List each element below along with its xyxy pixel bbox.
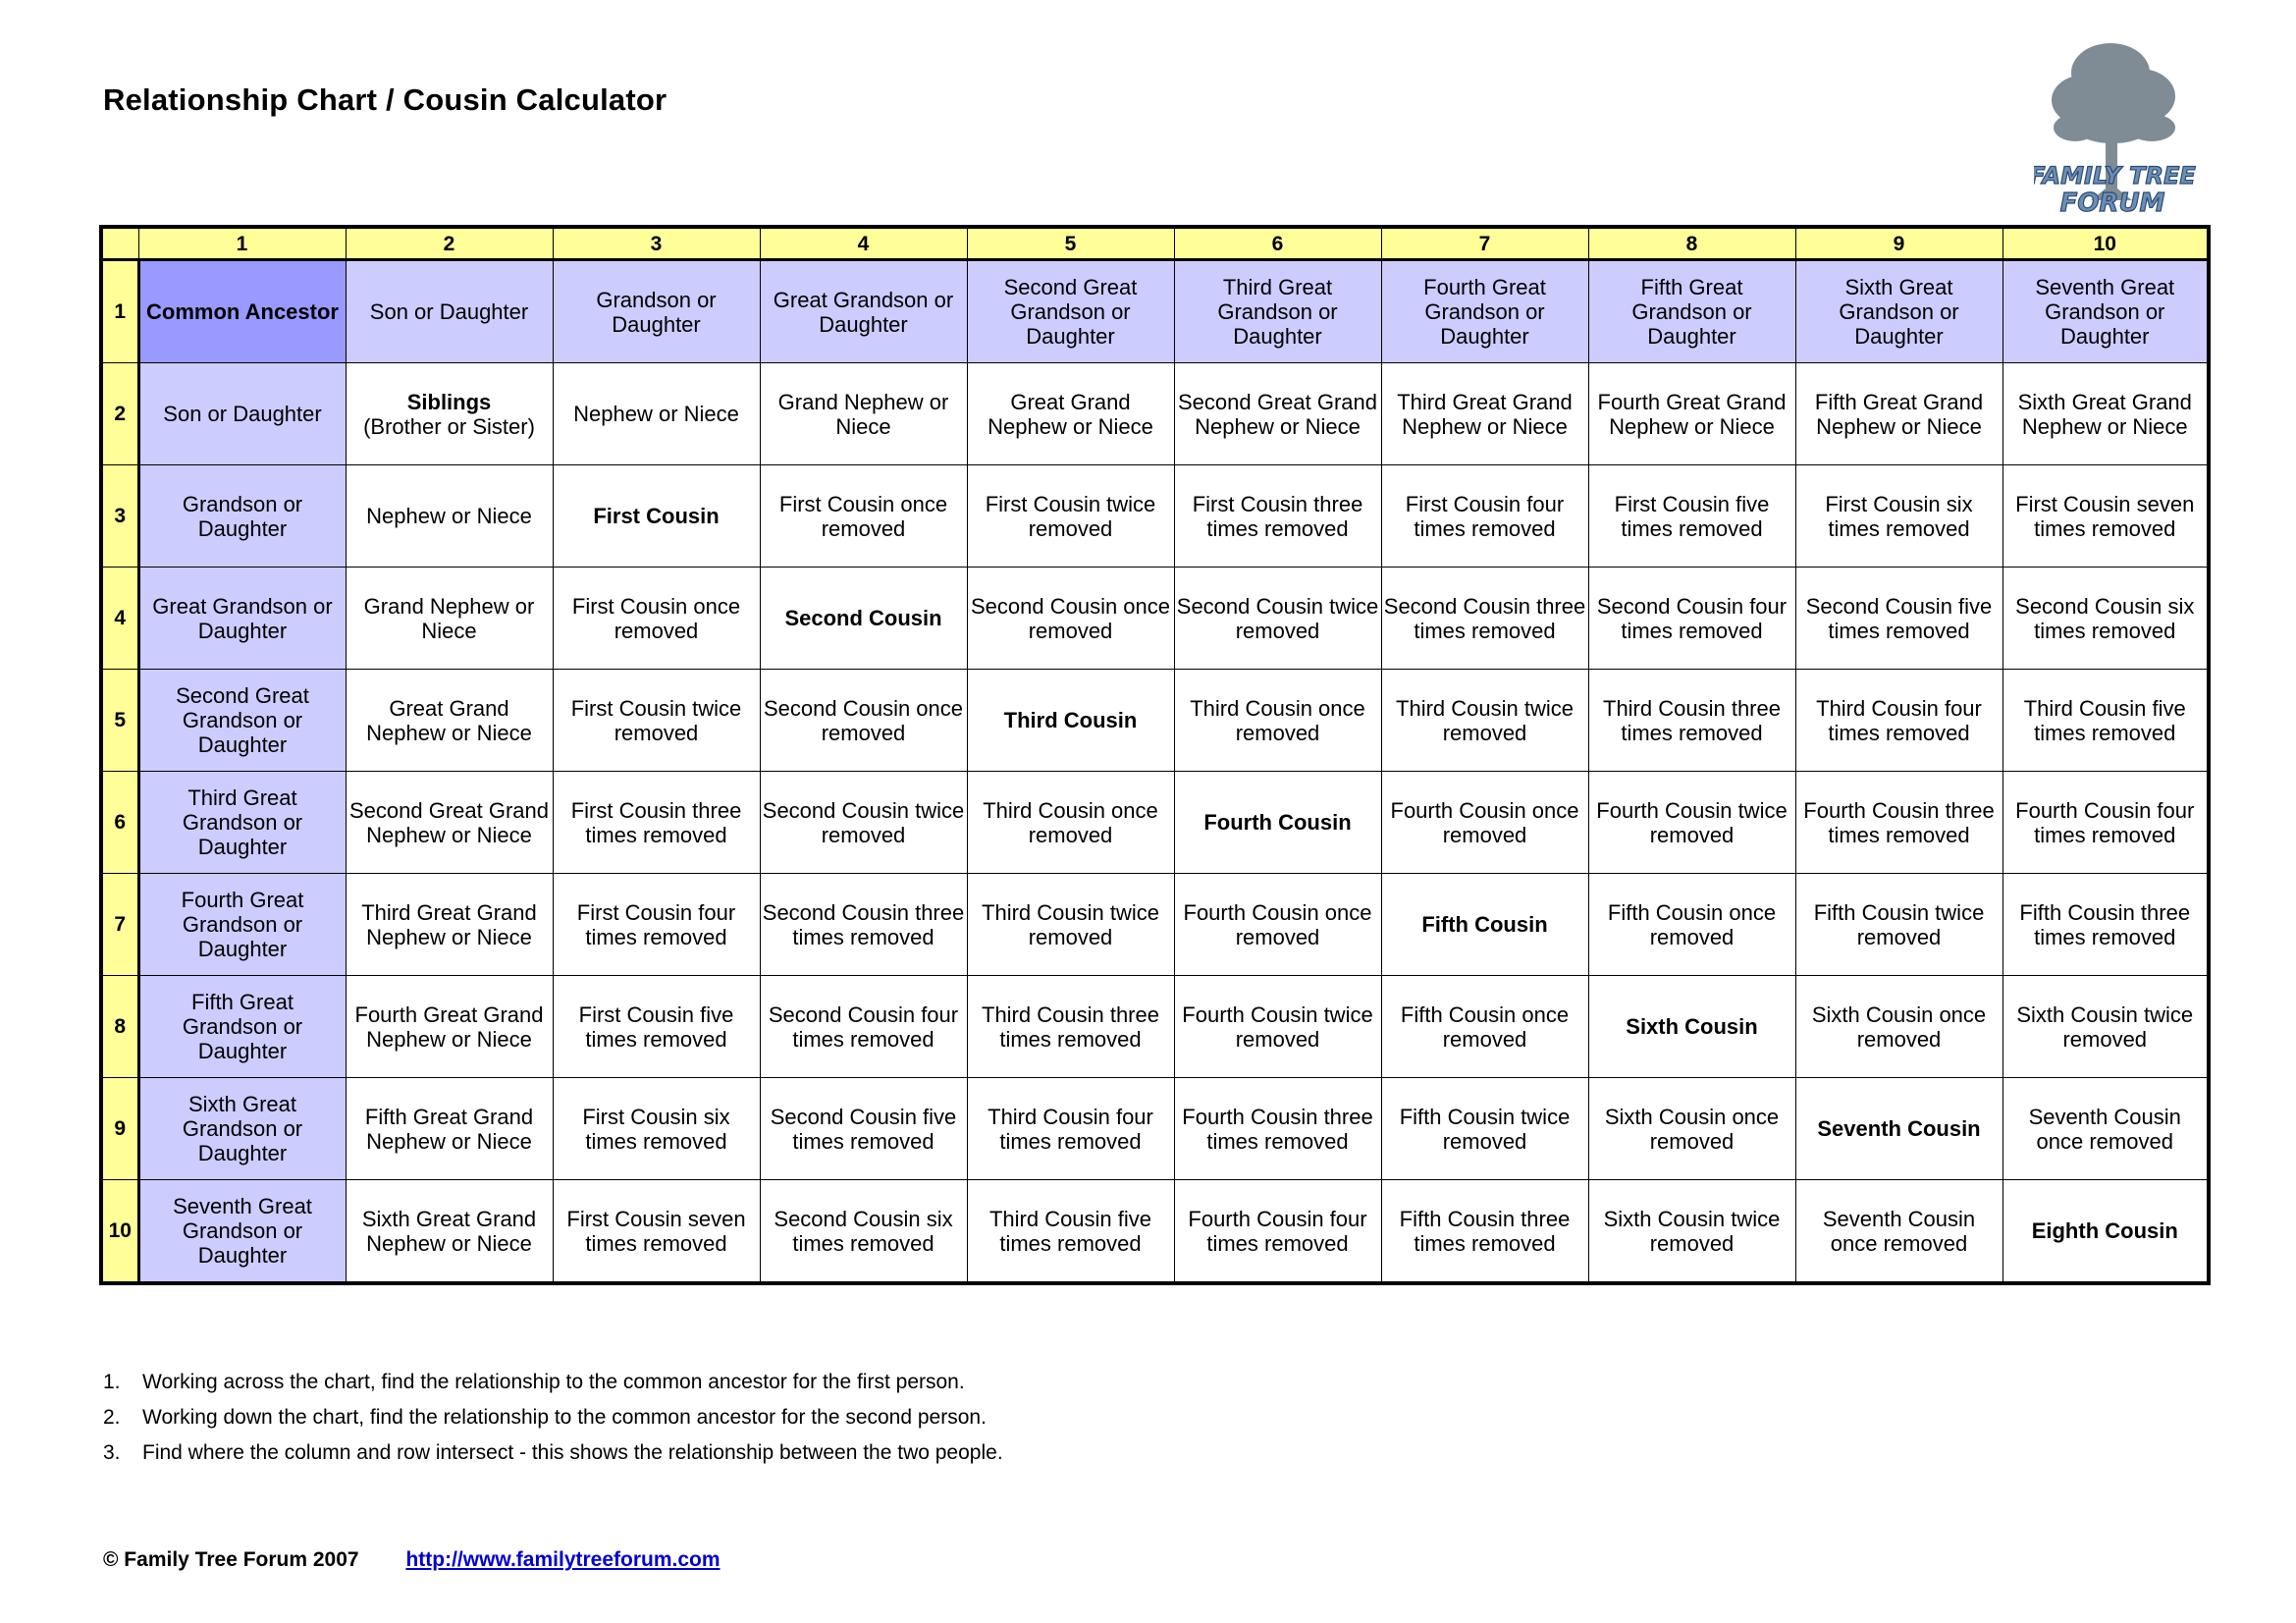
relationship-cell: First Cousin four times removed [1381,465,1588,568]
row-header: 2 [101,363,138,465]
relationship-cell: Great Grand Nephew or Niece [967,363,1174,465]
relationship-cell: Fourth Cousin once removed [1174,874,1381,976]
relationship-cell: Third Cousin once removed [967,772,1174,874]
logo-text-line1: FAMILY TREE [2034,162,2196,189]
relationship-cell: Fifth Cousin once removed [1588,874,1795,976]
relationship-cell: First Cousin seven times removed [553,1180,760,1284]
column-header: 5 [967,227,1174,260]
relationship-cell: Sixth Cousin once removed [1795,976,2002,1078]
column-header-row [101,227,2209,260]
relationship-cell: Second Cousin three times removed [1381,568,1588,670]
row-header: 8 [101,976,138,1078]
logo-text-line2: FORUM [2059,189,2165,218]
relationship-cell: Sixth Cousin once removed [1588,1078,1795,1180]
relationship-cell: Fourth Great Grand Nephew or Niece [346,976,553,1078]
column-header: 10 [2002,227,2209,260]
relationship-cell: Fifth Cousin three times removed [2002,874,2209,976]
relationship-cell: Third Great Grand Nephew or Niece [1381,363,1588,465]
relationship-cell: Second Great Grand Nephew or Niece [346,772,553,874]
relationship-cell: Fourth Great Grand Nephew or Niece [1588,363,1795,465]
table-row [101,363,2209,465]
relationship-cell: Fourth Cousin twice removed [1588,772,1795,874]
website-link[interactable]: http://www.familytreeforum.com [405,1548,721,1571]
row-header: 3 [101,465,138,568]
relationship-cell: Second Cousin six times removed [2002,568,2209,670]
relationship-cell: Great Grand Nephew or Niece [346,670,553,772]
column-header: 1 [138,227,346,260]
relationship-cell: Third Cousin five times removed [967,1180,1174,1284]
generation-cell: Second Great Grandson or Daughter [138,670,346,772]
relationship-cell: Fifth Cousin twice removed [1795,874,2002,976]
instruction-item [103,1365,1003,1400]
relationship-cell: Third Cousin three times removed [1588,670,1795,772]
relationship-cell: Nephew or Niece [553,363,760,465]
column-header: 7 [1381,227,1588,260]
relationship-cell: Sixth Cousin twice removed [1588,1180,1795,1284]
column-header: 3 [553,227,760,260]
cousin-diagonal-cell: Fifth Cousin [1381,874,1588,976]
instruction-text: Working across the chart, find the relationship to the common ancestor for the first person. [142,1371,965,1393]
table-row [101,260,2209,363]
relationship-cell: Fifth Cousin twice removed [1381,1078,1588,1180]
relationship-cell: First Cousin six times removed [553,1078,760,1180]
table-row [101,1078,2209,1180]
relationship-cell: First Cousin twice removed [967,465,1174,568]
relationship-cell: First Cousin once removed [553,568,760,670]
generation-cell: Fifth Great Grandson or Daughter [138,976,346,1078]
cousin-diagonal-cell: Third Cousin [967,670,1174,772]
table-row [101,1180,2209,1284]
generation-cell: Great Grandson or Daughter [138,568,346,670]
column-header: 9 [1795,227,2002,260]
relationship-cell: Fourth Cousin once removed [1381,772,1588,874]
cousin-diagonal-cell: Second Cousin [760,568,967,670]
table-row [101,874,2209,976]
table-row [101,670,2209,772]
relationship-cell: Second Cousin twice removed [1174,568,1381,670]
relationship-cell: Third Great Grand Nephew or Niece [346,874,553,976]
relationship-cell: Sixth Great Grand Nephew or Niece [346,1180,553,1284]
relationship-cell: Second Cousin six times removed [760,1180,967,1284]
generation-cell: Third Great Grandson or Daughter [138,772,346,874]
generation-cell: Fifth Great Grandson or Daughter [1588,260,1795,363]
relationship-cell: First Cousin six times removed [1795,465,2002,568]
siblings-cell [346,363,553,465]
generation-cell: Seventh Great Grandson or Daughter [138,1180,346,1284]
siblings-subtext: (Brother or Sister) [363,413,535,439]
generation-cell: Son or Daughter [138,363,346,465]
cousin-diagonal-cell: Eighth Cousin [2002,1180,2209,1284]
generation-cell: Grandson or Daughter [553,260,760,363]
row-header: 9 [101,1078,138,1180]
relationship-cell: Fourth Cousin twice removed [1174,976,1381,1078]
relationship-cell: Third Cousin three times removed [967,976,1174,1078]
relationship-cell: Third Cousin five times removed [2002,670,2209,772]
row-header: 4 [101,568,138,670]
generation-cell: Fourth Great Grandson or Daughter [1381,260,1588,363]
generation-cell: Second Great Grandson or Daughter [967,260,1174,363]
generation-cell: Sixth Great Grandson or Daughter [138,1078,346,1180]
relationship-cell: First Cousin once removed [760,465,967,568]
relationship-cell: Sixth Cousin twice removed [2002,976,2209,1078]
relationship-cell: First Cousin five times removed [553,976,760,1078]
relationship-chart [99,225,2211,1285]
footer [103,1548,721,1572]
table-row [101,568,2209,670]
family-tree-forum-logo [2034,31,2201,228]
cousin-diagonal-cell: Sixth Cousin [1588,976,1795,1078]
instruction-number: 1. [103,1371,121,1393]
relationship-cell: Third Cousin four times removed [967,1078,1174,1180]
table-row [101,465,2209,568]
relationship-cell: Fourth Cousin three times removed [1795,772,2002,874]
generation-cell: Third Great Grandson or Daughter [1174,260,1381,363]
relationship-cell: Fifth Cousin once removed [1381,976,1588,1078]
siblings-label: Siblings [406,389,492,414]
instruction-text: Working down the chart, find the relationship to the common ancestor for the second person. [142,1406,987,1429]
relationship-cell: Sixth Great Grand Nephew or Niece [2002,363,2209,465]
relationship-cell: Third Cousin twice removed [1381,670,1588,772]
column-header: 8 [1588,227,1795,260]
relationship-cell: Second Cousin five times removed [760,1078,967,1180]
row-header: 1 [101,260,138,363]
relationship-cell: Third Cousin four times removed [1795,670,2002,772]
relationship-cell: Second Great Grand Nephew or Niece [1174,363,1381,465]
relationship-cell: First Cousin four times removed [553,874,760,976]
relationship-cell: First Cousin seven times removed [2002,465,2209,568]
relationship-cell: Second Cousin five times removed [1795,568,2002,670]
relationship-cell: Seventh Cousin once removed [1795,1180,2002,1284]
relationship-cell: First Cousin three times removed [553,772,760,874]
instructions-list [103,1365,1003,1471]
row-header: 10 [101,1180,138,1284]
instruction-text: Find where the column and row intersect - this shows the relationship between the two people. [142,1441,1003,1464]
row-header: 7 [101,874,138,976]
generation-cell: Sixth Great Grandson or Daughter [1795,260,2002,363]
relationship-cell: Grand Nephew or Niece [760,363,967,465]
column-header: 6 [1174,227,1381,260]
generation-cell: Grandson or Daughter [138,465,346,568]
cousin-diagonal-cell: First Cousin [553,465,760,568]
instruction-number: 2. [103,1406,121,1429]
table-row [101,976,2209,1078]
relationship-cell: Fifth Great Grand Nephew or Niece [1795,363,2002,465]
relationship-cell: Second Cousin once removed [760,670,967,772]
header-corner [101,227,138,260]
cousin-diagonal-cell: Seventh Cousin [1795,1078,2002,1180]
cousin-diagonal-cell: Fourth Cousin [1174,772,1381,874]
relationship-cell: Seventh Cousin once removed [2002,1078,2209,1180]
relationship-cell: First Cousin twice removed [553,670,760,772]
instruction-item [103,1435,1003,1471]
relationship-cell: Second Cousin four times removed [1588,568,1795,670]
page-title: Relationship Chart / Cousin Calculator [103,82,667,117]
table-row [101,772,2209,874]
generation-cell: Great Grandson or Daughter [760,260,967,363]
relationship-cell: First Cousin five times removed [1588,465,1795,568]
relationship-cell: Second Cousin once removed [967,568,1174,670]
relationship-cell: Nephew or Niece [346,465,553,568]
generation-cell: Fourth Great Grandson or Daughter [138,874,346,976]
column-header: 4 [760,227,967,260]
relationship-cell: Fourth Cousin three times removed [1174,1078,1381,1180]
relationship-cell: Third Cousin once removed [1174,670,1381,772]
relationship-cell: Second Cousin three times removed [760,874,967,976]
generation-cell: Seventh Great Grandson or Daughter [2002,260,2209,363]
tree-icon [2034,31,2201,228]
relationship-cell: Second Cousin twice removed [760,772,967,874]
relationship-cell: Fifth Cousin three times removed [1381,1180,1588,1284]
generation-cell: Son or Daughter [346,260,553,363]
common-ancestor-cell: Common Ancestor [138,260,346,363]
relationship-cell: Fourth Cousin four times removed [2002,772,2209,874]
relationship-cell: Grand Nephew or Niece [346,568,553,670]
relationship-cell: Second Cousin four times removed [760,976,967,1078]
row-header: 6 [101,772,138,874]
relationship-cell: First Cousin three times removed [1174,465,1381,568]
column-header: 2 [346,227,553,260]
relationship-cell: Fourth Cousin four times removed [1174,1180,1381,1284]
instruction-number: 3. [103,1441,121,1464]
copyright-text: © Family Tree Forum 2007 [103,1548,359,1571]
relationship-cell: Third Cousin twice removed [967,874,1174,976]
relationship-cell: Fifth Great Grand Nephew or Niece [346,1078,553,1180]
row-header: 5 [101,670,138,772]
instruction-item [103,1400,1003,1435]
